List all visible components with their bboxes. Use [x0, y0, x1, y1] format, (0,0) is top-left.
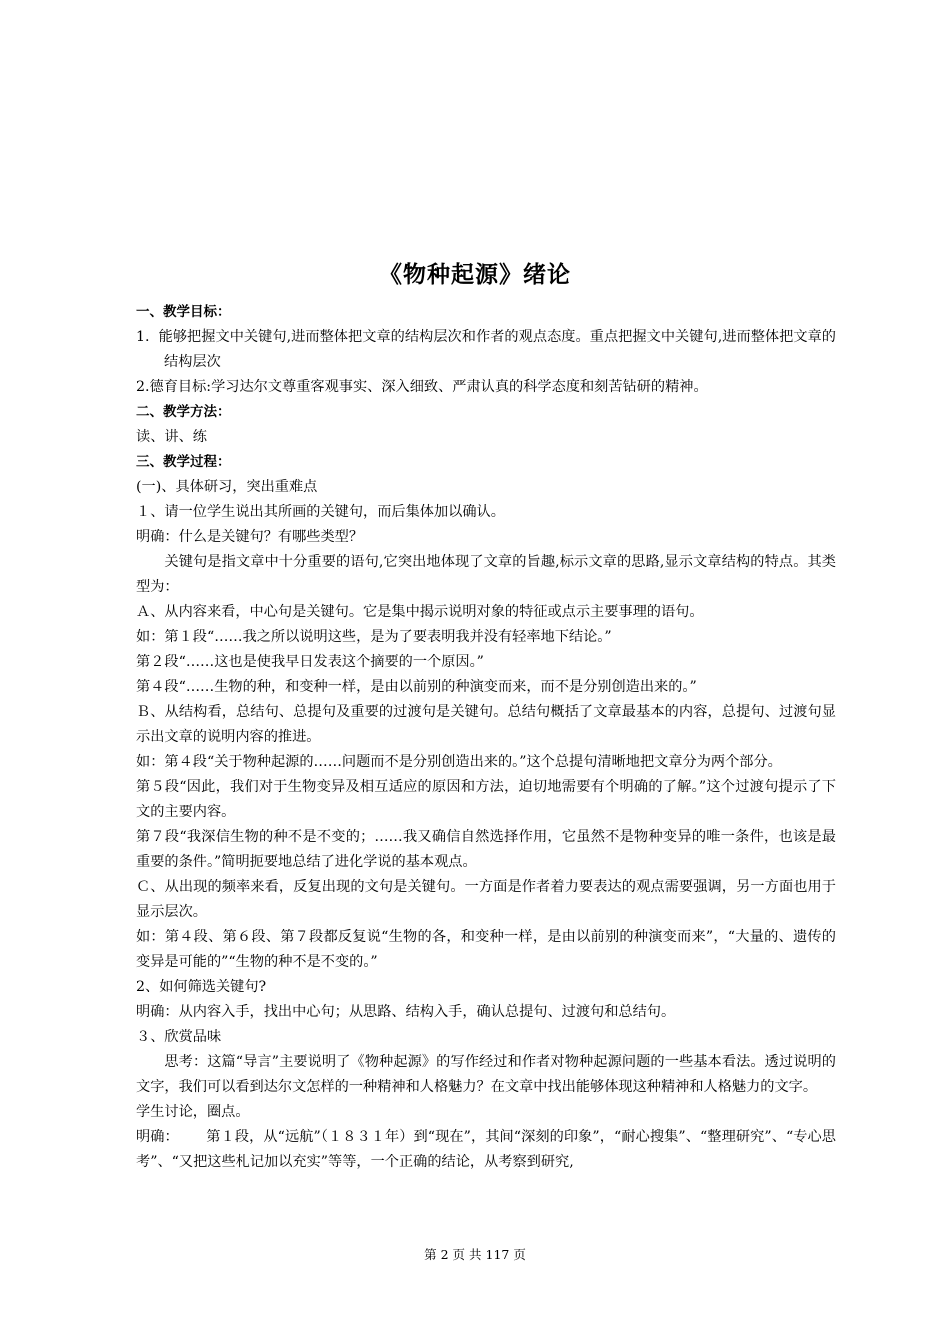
section-heading: 一、教学目标： [136, 304, 231, 320]
document-title: 《物种起源》绪论 [379, 262, 571, 288]
body-paragraph: 第７段“我深信生物的种不是不变的；……我又确信自然选择作用，它虽然不是物种变异的唯一条件，也该是最重要的条件。”简明扼要地总结了进化学说的基本观点。 [136, 829, 836, 870]
body-paragraph: 明确：什么是关键句？有哪些类型？ [136, 529, 364, 545]
body-paragraph: 第２段“……这也是使我早日发表这个摘要的一个原因。” [136, 654, 484, 670]
body-paragraph: 1. 能够把握文中关键句,进而整体把文章的结构层次和作者的观点态度。重点把握文中关键句,进而整体把文章的结构层次 [136, 329, 836, 370]
body-paragraph: １、请一位学生说出其所画的关键句，而后集体加以确认。 [136, 504, 505, 520]
body-paragraph: Ｂ、从结构看，总结句、总提句及重要的过渡句是关键句。总结句概括了文章最基本的内容，总提句、过渡句显示出文章的说明内容的推进。 [136, 704, 836, 745]
body-paragraph: Ｃ、从出现的频率来看，反复出现的文句是关键句。一方面是作者着力要表达的观点需要强调，另一方面也用于显示层次。 [136, 879, 836, 920]
body-paragraph: (一)、具体研习，突出重难点 [136, 479, 318, 495]
body-paragraph: 思考：这篇“导言”主要说明了《物种起源》的写作经过和作者对物种起源问题的一些基本看法。透过说明的文字，我们可以看到达尔文怎样的一种精神和人格魅力？在文章中找出能够体现这种精神和人格魅力的文字。 [136, 1054, 836, 1095]
body-paragraph: 第５段“因此，我们对于生物变异及相互适应的原因和方法，迫切地需要有个明确的了解。”这个过渡句提示了下文的主要内容。 [136, 779, 836, 820]
body-paragraph: 学生讨论，圈点。 [136, 1104, 250, 1120]
body-paragraph: ３、欣赏品味 [136, 1029, 222, 1045]
body-paragraph: 2.德育目标:学习达尔文尊重客观事实、深入细致、严肃认真的科学态度和刻苦钻研的精神。 [136, 379, 708, 395]
section-heading: 二、教学方法： [136, 404, 231, 420]
body-paragraph: 如：第４段“关于物种起源的……问题而不是分别创造出来的。”这个总提句清晰地把文章分为两个部分。 [136, 754, 782, 770]
body-paragraph: Ａ、从内容来看，中心句是关键句。它是集中揭示说明对象的特征或点示主要事理的语句。 [136, 604, 704, 620]
page-footer: 第 2 页 共 117 页 [424, 1247, 526, 1262]
body-paragraph: 读、讲、练 [136, 429, 207, 445]
body-paragraph: 明确：从内容入手，找出中心句；从思路、结构入手，确认总提句、过渡句和总结句。 [136, 1004, 676, 1020]
section-heading: 三、教学过程： [136, 454, 231, 470]
body-paragraph: 明确： 第１段，从“远航”（１８３１年）到“现在”，其间“深刻的印象”，“耐心搜集”、“整理研究”、“专心思考”、“又把这些札记加以充实”等等，一个正确的结论，从考察到研究, [136, 1129, 836, 1170]
body-paragraph: 2、如何筛选关键句? [136, 979, 267, 995]
document-body [136, 300, 836, 1175]
body-paragraph: 如：第４段、第６段、第７段都反复说“生物的各，和变种一样，是由以前别的种演变而来”，“大量的、遗传的变异是可能的”“生物的种不是不变的。” [136, 929, 836, 970]
body-paragraph: 如：第１段“……我之所以说明这些，是为了要表明我并没有轻率地下结论。” [136, 629, 612, 645]
body-paragraph: 第４段“……生物的种，和变种一样，是由以前别的种演变而来，而不是分别创造出来的。” [136, 679, 697, 695]
body-paragraph: 关键句是指文章中十分重要的语句,它突出地体现了文章的旨趣,标示文章的思路,显示文章结构的特点。其类型为： [136, 554, 836, 595]
